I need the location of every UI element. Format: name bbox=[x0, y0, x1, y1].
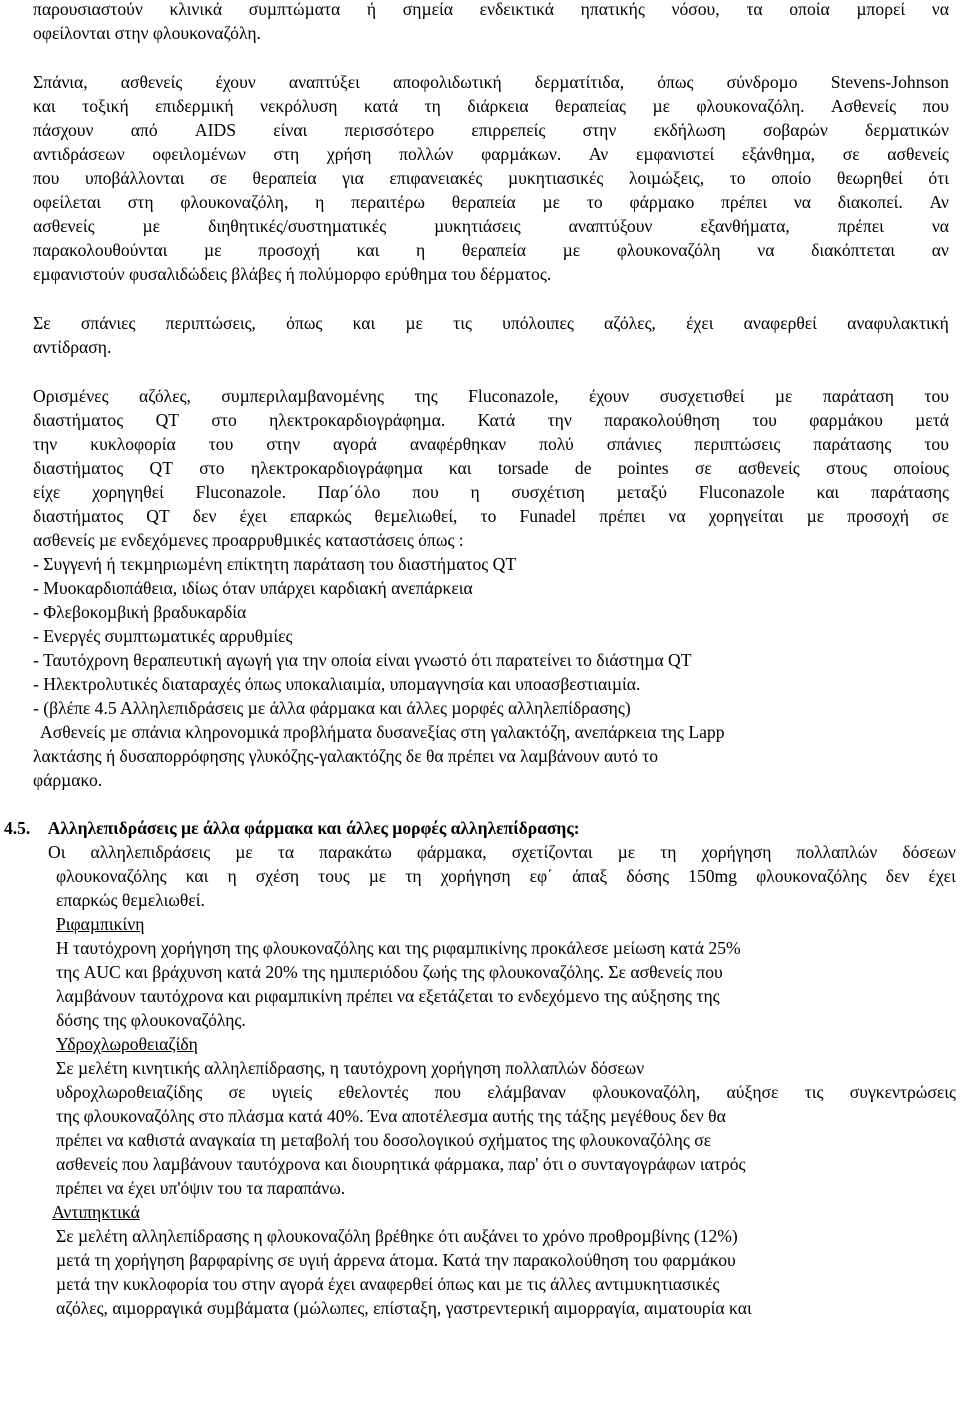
word: θεραπεία bbox=[252, 168, 317, 188]
word: αντιδράσεων bbox=[33, 144, 125, 164]
word: εκδήλωση bbox=[653, 120, 726, 140]
section-heading bbox=[0, 816, 955, 840]
word: σε bbox=[210, 168, 227, 188]
word: εφ΄ bbox=[529, 866, 554, 886]
word: Αν bbox=[929, 192, 949, 212]
word: οποία bbox=[789, 0, 830, 19]
word: συγκεντρώσεις bbox=[849, 1082, 956, 1102]
text-line bbox=[56, 864, 956, 888]
word: αύξησε bbox=[726, 1082, 779, 1102]
word: υπόλοιπες bbox=[502, 313, 574, 333]
word: QT bbox=[149, 458, 173, 478]
word: του bbox=[752, 410, 777, 430]
word: µε bbox=[542, 192, 561, 212]
word: σε bbox=[228, 1082, 246, 1102]
word: να bbox=[793, 192, 812, 212]
word: εξανθήµατα, bbox=[700, 216, 790, 236]
text-line: δόσης της φλουκοναζόλης. bbox=[56, 1010, 246, 1030]
text-line: Η ταυτόχρονη χορήγηση της φλουκοναζόλης και της ριφαµπικίνης προκάλεσε µείωση κατά 25% bbox=[56, 938, 741, 958]
word: περισσότερο bbox=[344, 120, 435, 140]
text-line: µετά τη χορήγηση βαρφαρίνης σε υγιή άρρενα άτοµα. Κατά την παρακολούθηση του φαρµάκου bbox=[56, 1250, 736, 1270]
word: να bbox=[931, 216, 949, 236]
text-line bbox=[33, 432, 949, 456]
word: τοξική bbox=[82, 96, 129, 116]
word: και bbox=[352, 313, 376, 333]
word: η bbox=[470, 482, 480, 502]
word: δεν bbox=[192, 506, 217, 526]
text-line: λαµβάνουν ταυτόχρονα και ριφαµπικίνη πρέπει να εξετάζεται το ενδεχόµενο της αύξησης της bbox=[56, 986, 720, 1006]
section-title: Αλληλεπιδράσεις µε άλλα φάρµακα και άλλες µορφές αλληλεπίδρασης: bbox=[47, 818, 580, 838]
word: που bbox=[922, 96, 949, 116]
word: σηµεία bbox=[402, 0, 453, 19]
word: οποίο bbox=[771, 168, 812, 188]
text-line bbox=[33, 214, 949, 238]
word: συσχέτιση bbox=[511, 482, 585, 502]
text-line: Σε µελέτη αλληλεπίδρασης η φλουκοναζόλη βρέθηκε ότι αυξάνει το χρόνο προθροµβίνης (12%) bbox=[56, 1226, 738, 1246]
word: µε bbox=[368, 866, 387, 886]
word: που bbox=[412, 482, 439, 502]
word: Fluconazole, bbox=[468, 386, 559, 406]
word: την bbox=[33, 434, 58, 454]
word: τα bbox=[277, 842, 295, 862]
word: θεωρηθεί bbox=[836, 168, 903, 188]
text-line bbox=[33, 311, 949, 335]
word: είναι bbox=[273, 120, 308, 140]
word: ηλεκτροκαρδιογράφηµα. bbox=[269, 410, 446, 430]
text-line bbox=[33, 384, 949, 408]
word: τη bbox=[405, 866, 422, 886]
word: Ασθενείς bbox=[831, 96, 897, 116]
word: ηλεκτροκαρδιογράφηµα bbox=[250, 458, 423, 478]
word: οφειλοµένων bbox=[152, 144, 246, 164]
word: συσχετισθεί bbox=[659, 386, 745, 406]
word: αζόλες, bbox=[139, 386, 191, 406]
word: διακοπεί. bbox=[837, 192, 903, 212]
word: και bbox=[448, 458, 472, 478]
word: Κατά bbox=[477, 410, 516, 430]
word: ασθενείς bbox=[738, 458, 800, 478]
word: παρουσιαστούν bbox=[33, 0, 143, 19]
word: δόσης bbox=[626, 866, 670, 886]
word: τις bbox=[804, 1082, 824, 1102]
text-line: ασθενείς που λαµβάνουν ταυτόχρονα και διουρητικά φάρµακα, παρ' ότι ο συνταγογράφων ιατρός bbox=[56, 1154, 746, 1174]
word: περαιτέρω bbox=[351, 192, 425, 212]
word: παράταση bbox=[822, 386, 894, 406]
list-item: - Φλεβοκοµβική βραδυκαρδία bbox=[33, 602, 247, 622]
text-line: πρέπει να καθιστά αναγκαία τη µεταβολή του δοσολογικού σχήµατος της φλουκοναζόλης σε bbox=[56, 1130, 712, 1150]
word: Σε bbox=[33, 313, 51, 333]
word: κλινικά bbox=[169, 0, 223, 19]
word: χρήση bbox=[326, 144, 372, 164]
word: δόσεων bbox=[902, 842, 956, 862]
word: θεµελιωθεί, bbox=[374, 506, 458, 526]
text-line: φάρµακο. bbox=[33, 770, 103, 790]
subheading-hydrochlorothiazide: Υδροχλωροθειαζίδη bbox=[56, 1034, 198, 1054]
text-line: πρέπει να έχει υπ'όψιν του τα παραπάνω. bbox=[56, 1178, 346, 1198]
list-item: - Ενεργές συµπτωµατικές αρρυθµίες bbox=[33, 626, 293, 646]
word: και bbox=[33, 96, 56, 116]
word: οφείλεται bbox=[33, 192, 102, 212]
word: ασθενείς bbox=[33, 216, 95, 236]
subheading-anticoagulants: Αντιπηκτικά bbox=[52, 1202, 140, 1222]
word: µε bbox=[142, 216, 161, 236]
text-line bbox=[33, 0, 949, 21]
word: σπάνιες bbox=[606, 434, 662, 454]
word: και bbox=[356, 240, 380, 260]
word: έχει bbox=[686, 313, 714, 333]
word: αναπτύξει bbox=[288, 72, 360, 92]
word: Fluconazole bbox=[698, 482, 785, 502]
word: διακόπτεται bbox=[811, 240, 895, 260]
word: πρέπει bbox=[599, 506, 646, 526]
word: σε bbox=[694, 458, 712, 478]
text-line bbox=[33, 190, 949, 214]
word: ασθενείς bbox=[887, 144, 949, 164]
word: την bbox=[547, 410, 572, 430]
word: παρακολουθούνται bbox=[33, 240, 168, 260]
word: µε bbox=[405, 313, 423, 333]
word: νεκρόλυση bbox=[260, 96, 338, 116]
word: διαστήµατος bbox=[33, 506, 124, 526]
word: διαστήµατος bbox=[33, 458, 124, 478]
word: αναφυλακτική bbox=[847, 313, 949, 333]
word: λοιµώξεις, bbox=[629, 168, 705, 188]
word: παράτασης bbox=[813, 434, 892, 454]
word: σοβαρών bbox=[763, 120, 828, 140]
text-line: ασθενείς µε ενδεχόµενες προαρρυθµικές καταστάσεις όπως : bbox=[33, 530, 464, 550]
word: κατά bbox=[363, 96, 399, 116]
text-line: αζόλες, αιµορραγικά συµβάµατα (µώλωπες, επίσταξη, γαστρεντερική αιµορραγία, αιµατουρία και bbox=[56, 1298, 752, 1318]
word: σχετίζονται bbox=[511, 842, 593, 862]
word: µε bbox=[235, 842, 253, 862]
word: και bbox=[185, 866, 209, 886]
word: τους bbox=[318, 866, 350, 886]
word: το bbox=[480, 506, 497, 526]
word: περιπτώσεις, bbox=[165, 313, 256, 333]
text-line bbox=[33, 70, 949, 94]
word: Αν bbox=[588, 144, 609, 164]
word: προσοχή bbox=[258, 240, 320, 260]
word: πολύ bbox=[539, 434, 574, 454]
word: Funadel bbox=[519, 506, 577, 526]
text-line: µετά την κυκλοφορία του στην αγορά έχει αναφερθεί όπως και µε τις άλλες αντιµυκητιασικές bbox=[56, 1274, 720, 1294]
word: τα bbox=[746, 0, 763, 19]
list-item: - Συγγενή ή τεκµηριωµένη επίκτητη παράταση του διαστήµατος QT bbox=[33, 554, 517, 574]
word: περιπτώσεις bbox=[694, 434, 781, 454]
word: έχουν bbox=[588, 386, 630, 406]
word: προσοχή bbox=[847, 506, 909, 526]
text-line: Ασθενείς µε σπάνια κληρονοµικά προβλήµατα δυσανεξίας στη γαλακτόζη, ανεπάρκεια της Lapp bbox=[40, 722, 725, 742]
word: αναφερθεί bbox=[743, 313, 817, 333]
word: τις bbox=[453, 313, 472, 333]
word: QT bbox=[146, 506, 170, 526]
word: µε bbox=[562, 240, 581, 260]
word: φλουκοναζόλη bbox=[616, 240, 721, 260]
word: για bbox=[342, 168, 364, 188]
word: αλληλεπιδράσεις bbox=[90, 842, 211, 862]
word: φλουκοναζόλη, bbox=[592, 1082, 701, 1102]
word: Ορισµένες bbox=[33, 386, 109, 406]
word: Παρ΄όλο bbox=[317, 482, 381, 502]
word: επιρρεπείς bbox=[471, 120, 546, 140]
word: στους bbox=[825, 458, 868, 478]
word: µε bbox=[806, 506, 825, 526]
word: φλουκοναζόλης bbox=[756, 866, 867, 886]
word: στο bbox=[199, 458, 225, 478]
word: µε bbox=[774, 386, 793, 406]
word: ελάµβαναν bbox=[487, 1082, 566, 1102]
text-line bbox=[33, 118, 949, 142]
word: υποβάλλονται bbox=[85, 168, 185, 188]
section-number: 4.5. bbox=[3, 818, 31, 838]
word: να bbox=[668, 506, 686, 526]
word: εµφανιστεί bbox=[635, 144, 715, 164]
word: µε bbox=[204, 240, 222, 260]
word: που bbox=[434, 1082, 462, 1102]
word: χορήγηση bbox=[440, 866, 511, 886]
word: ενδεικτικά bbox=[479, 0, 554, 19]
word: όπως bbox=[657, 72, 694, 92]
text-line bbox=[33, 94, 949, 118]
word: χορηγηθεί bbox=[92, 482, 164, 502]
word: χορηγείται bbox=[708, 506, 784, 526]
word: πρέπει bbox=[837, 216, 884, 236]
word: να bbox=[931, 0, 949, 19]
word: δερµατίτιδα, bbox=[534, 72, 625, 92]
word: σύνδροµο bbox=[726, 72, 798, 92]
word: χορήγηση bbox=[701, 842, 772, 862]
text-line: αντίδραση. bbox=[33, 337, 112, 357]
word: διαστήµατος bbox=[33, 410, 124, 430]
word: ή bbox=[366, 0, 377, 19]
word: διάρκεια bbox=[467, 96, 529, 116]
word: σε bbox=[932, 506, 949, 526]
word: φλουκοναζόλης bbox=[56, 866, 167, 886]
word: Stevens-Johnson bbox=[830, 72, 949, 92]
word: παρακολούθηση bbox=[604, 410, 720, 430]
word: φαρµάκου bbox=[809, 410, 883, 430]
word: φλουκοναζόλη, bbox=[180, 192, 289, 212]
word: παρακάτω bbox=[319, 842, 392, 862]
text-line: της φλουκοναζόλης στο πλάσµα κατά 40%. Ένα αποτέλεσµα αυτής της τάξης µεγέθους δεν θα bbox=[56, 1106, 726, 1126]
word: και bbox=[816, 482, 840, 502]
word: δεν bbox=[885, 866, 910, 886]
word: η bbox=[315, 192, 325, 212]
word: µε bbox=[617, 842, 636, 862]
word: στην bbox=[266, 434, 301, 454]
word: πολλών bbox=[399, 144, 454, 164]
word: QT bbox=[155, 410, 180, 430]
word: παράτασης bbox=[870, 482, 949, 502]
word: θεραπεία bbox=[451, 192, 516, 212]
text-line bbox=[33, 504, 949, 528]
word: διηθητικές/συστηµατικές bbox=[208, 216, 387, 236]
word: εξάνθηµα, bbox=[741, 144, 816, 164]
text-line bbox=[56, 1080, 956, 1104]
word: µυκητιασικές bbox=[508, 168, 604, 188]
word: συµπεριλαµβανοµένης bbox=[221, 386, 384, 406]
word: αν bbox=[931, 240, 949, 260]
word: µετά bbox=[915, 410, 949, 430]
word: το bbox=[586, 192, 603, 212]
word: Fluconazole. bbox=[195, 482, 287, 502]
word: τη bbox=[660, 842, 677, 862]
word: στην bbox=[582, 120, 617, 140]
word: που bbox=[33, 168, 60, 188]
word: στο bbox=[211, 410, 237, 430]
word: pointes bbox=[617, 458, 669, 478]
word: κυκλοφορία bbox=[90, 434, 176, 454]
word: υγιείς bbox=[271, 1082, 313, 1102]
word: µε bbox=[652, 96, 671, 116]
word: οποίους bbox=[893, 458, 949, 478]
text-line bbox=[33, 166, 949, 190]
word: torsade bbox=[497, 458, 549, 478]
word: πάσχουν bbox=[33, 120, 94, 140]
list-item: - (βλέπε 4.5 Αλληλεπιδράσεις µε άλλα φάρµακα και άλλες µορφές αλληλεπίδρασης) bbox=[33, 698, 631, 718]
word: αναφέρθηκαν bbox=[409, 434, 507, 454]
word: της bbox=[414, 386, 438, 406]
text-line bbox=[48, 840, 956, 864]
word: ότι bbox=[928, 168, 949, 188]
word: δερµατικών bbox=[865, 120, 949, 140]
list-item: - Μυοκαρδιοπάθεια, ιδίως όταν υπάρχει καρδιακή ανεπάρκεια bbox=[33, 578, 473, 598]
word: του bbox=[924, 434, 949, 454]
word: επιδερµική bbox=[155, 96, 234, 116]
word: στη bbox=[127, 192, 154, 212]
text-line: της AUC και βράχυνση κατά 20% της ηµιπεριόδου ζωής της φλουκοναζόλης. Σε ασθενείς που bbox=[56, 962, 723, 982]
word: εθελοντές bbox=[338, 1082, 409, 1102]
word: φαρµάκων. bbox=[481, 144, 562, 164]
word: όπως bbox=[286, 313, 323, 333]
text-line bbox=[33, 408, 949, 432]
word: επαρκώς bbox=[289, 506, 352, 526]
word: Σπάνια, bbox=[33, 72, 88, 92]
word: από bbox=[130, 120, 158, 140]
word: πολλαπλών bbox=[796, 842, 878, 862]
word: έχουν bbox=[215, 72, 256, 92]
text-line: εµφανιστούν φυσαλιδώδεις βλάβες ή πολύµορφο ερύθηµα του δέρµατος. bbox=[33, 264, 552, 284]
text-line bbox=[33, 142, 949, 166]
word: να bbox=[757, 240, 775, 260]
word: µυκητιάσεις bbox=[434, 216, 521, 236]
word: υδροχλωροθειαζίδης bbox=[56, 1082, 203, 1102]
word: Οι bbox=[48, 842, 66, 862]
word: αγορά bbox=[333, 434, 377, 454]
text-line bbox=[33, 238, 949, 262]
text-line: Σε µελέτη κινητικής αλληλεπίδρασης, η ταυτόχρονη χορήγηση πολλαπλών δόσεων bbox=[56, 1058, 645, 1078]
word: η bbox=[416, 240, 426, 260]
word: ασθενείς bbox=[120, 72, 183, 92]
word: πρέπει bbox=[721, 192, 768, 212]
word: θεραπείας bbox=[555, 96, 627, 116]
word: αποφολιδωτική bbox=[393, 72, 502, 92]
word: του bbox=[208, 434, 234, 454]
word: η bbox=[227, 866, 237, 886]
list-item: - Ηλεκτρολυτικές διαταραχές όπως υποκαλιαιµία, υποµαγνησία και υποασβεστιαιµία. bbox=[33, 674, 641, 694]
word: φάρµακο bbox=[629, 192, 695, 212]
word: τη bbox=[424, 96, 441, 116]
text-line bbox=[33, 456, 949, 480]
word: σπάνιες bbox=[80, 313, 136, 333]
list-item: - Ταυτόχρονη θεραπευτική αγωγή για την οποία είναι γνωστό ότι παρατείνει το διάστηµα QT bbox=[33, 650, 692, 670]
text-line: επαρκώς θεµελιωθεί. bbox=[56, 890, 205, 910]
word: µπορεί bbox=[856, 0, 906, 19]
word: νόσου, bbox=[671, 0, 720, 19]
word: έχει bbox=[928, 866, 956, 886]
word: του bbox=[924, 386, 949, 406]
word: αναπτύξουν bbox=[568, 216, 653, 236]
word: άπαξ bbox=[572, 866, 608, 886]
word: συµπτώµατα bbox=[248, 0, 341, 19]
word: 150mg bbox=[688, 866, 738, 886]
word: αζόλες, bbox=[604, 313, 656, 333]
text-line bbox=[33, 480, 949, 504]
word: έχει bbox=[239, 506, 267, 526]
word: είχε bbox=[33, 482, 61, 502]
word: στη bbox=[273, 144, 300, 164]
word: θεραπεία bbox=[461, 240, 526, 260]
word: µεταξύ bbox=[616, 482, 667, 502]
word: σχέση bbox=[255, 866, 300, 886]
word: το bbox=[729, 168, 746, 188]
word: σε bbox=[842, 144, 860, 164]
text-line: λακτάσης ή δυσαπορρόφησης γλυκόζης-γαλακτόζης δε θα πρέπει να λαµβάνουν αυτό το bbox=[33, 746, 659, 766]
word: φλουκοναζόλη. bbox=[696, 96, 805, 116]
word: φάρµακα, bbox=[416, 842, 487, 862]
word: AIDS bbox=[194, 120, 236, 140]
text-line: οφείλονται στην φλουκοναζόλη. bbox=[33, 23, 261, 43]
word: ηπατικής bbox=[580, 0, 645, 19]
subheading-rifampicin: Ριφαµπικίνη bbox=[56, 914, 145, 934]
word: επιφανειακές bbox=[389, 168, 483, 188]
word: de bbox=[574, 458, 592, 478]
